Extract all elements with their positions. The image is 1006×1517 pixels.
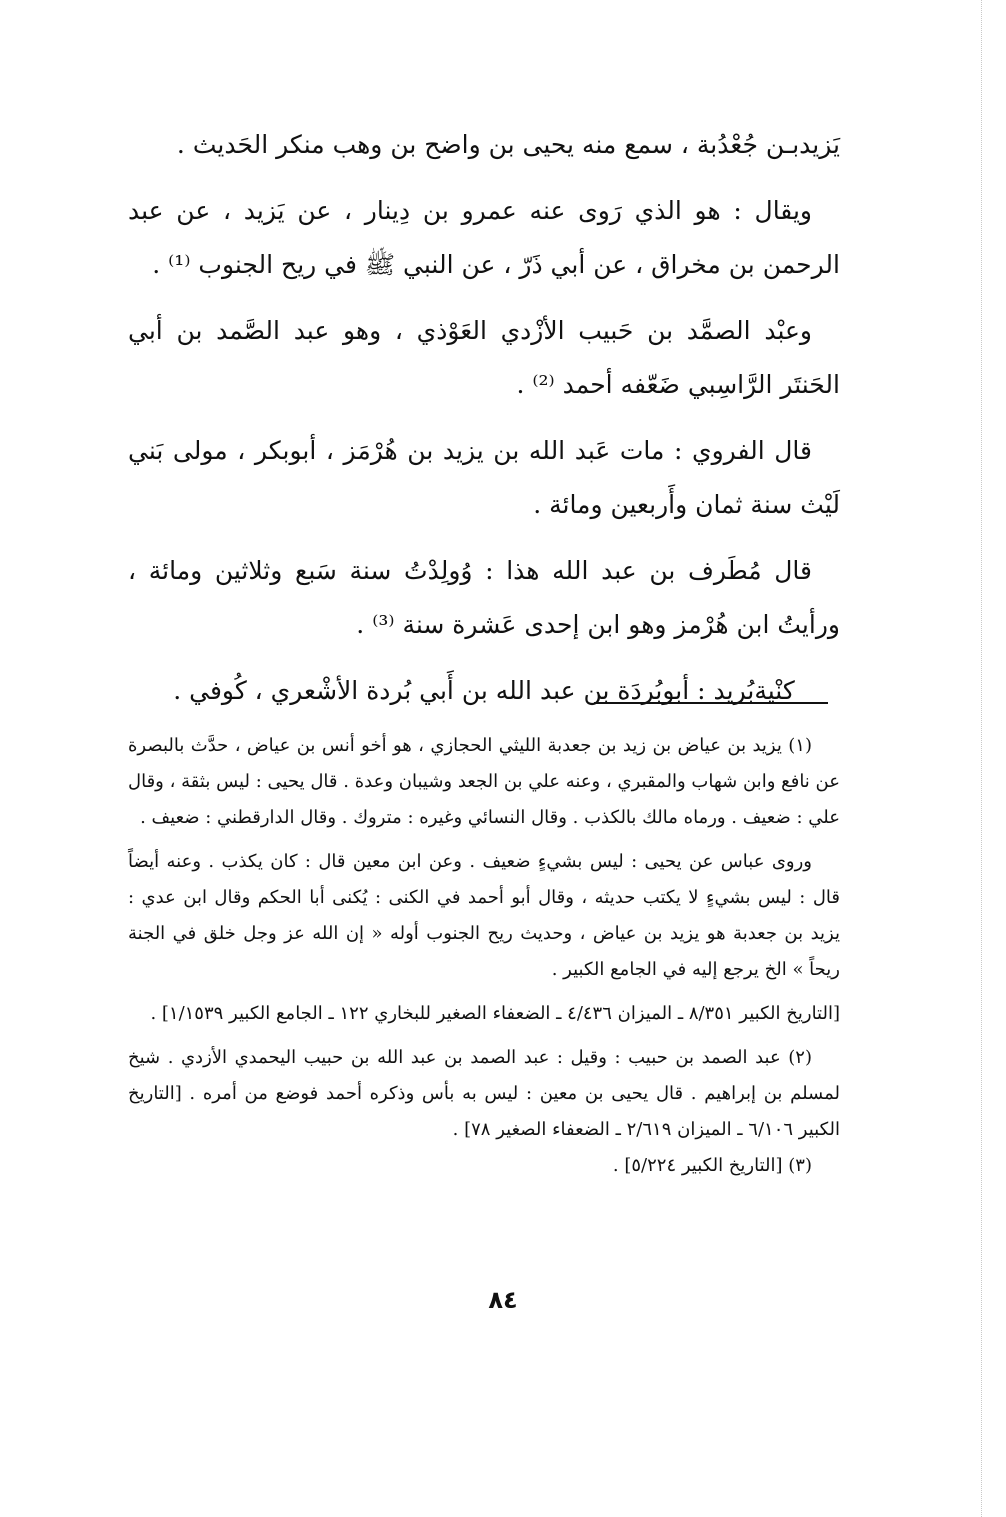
paragraph-qal-mutarrif: قال مُطَرف بن عبد الله هذا : وُولِدْتُ سنة سَبع وثلاثين ومائة ، ورأيتُ ابن هُرْمز وهو ابن إحدى عَشرة سنة ⁽³⁾ . [128,556,840,639]
paragraph-qal-al-farwi: قال الفروي : مات عَبد الله بن يزيد بن هُرْمَز ، أبوبكر ، مولى بَني لَيْث سنة ثمان وأَربعين ومائة . [128,436,840,519]
paragraph-wa-yuqal: ويقال : هو الذي رَوى عنه عمرو بن دِينار ، عن يَزيد ، عن عبد الرحمن بن مخراق ، عن أبي ذَرّ ، عن النبي ﷺ في ريح الجنوب ⁽¹⁾ . [128,196,840,279]
page-number: ٨٤ [488,1286,518,1314]
footnote-1-part-a: (١) يزيد بن عياض بن زيد بن جعدبة الليثي الحجازي ، هو أخو أنس بن عياض ، حدَّث بالبصرة عن نافع وابن شهاب والمقبري ، وعنه علي بن الجعد وشيبان وعدة . قال يحيى : ليس بثقة ، وقال علي : ضعيف . ورماه مالك بالكذب . وقال النسائي وغيره : متروك . وقال الدارقطني : ضعيف . [128,735,840,828]
footnote-2: (٢) عبد الصمد بن حبيب : وقيل : عبد الصمد بن عبد الله بن حبيب اليحمدي الأزدي . شيخ لمسلم بن إبراهيم . قال يحيى بن معين : ليس به بأس وذكره أحمد فوضع من أمره . [التاريخ الكبير ٦/١٠٦ ـ الميزان ٢/٦١٩ ـ الضعفاء الصغير ٧٨] . [128,1047,840,1140]
paragraph-yazid-ibn-jadaba: يَزيدبـن جُعْدُبة ، سمع منه يحيى بن واضح بن وهب منكر الحَديث . [176,130,840,159]
footnote-3: (٣) [التاريخ الكبير ٥/٢٢٤] . [612,1155,812,1176]
main-text [128,118,840,730]
paragraph-abd-al-samad: وعبْد الصمَّد بن حَبيب الأزْدي العَوْذي ، وهو عبد الصَّمد بن أبي الحَنتَر الرَّاسِبي ضَعّفه أحمد ⁽²⁾ . [128,316,840,399]
footnote-separator [594,702,828,704]
footnote-1-part-b: وروى عباس عن يحيى : ليس بشيءٍ ضعيف . وعن ابن معين قال : كان يكذب . وعنه أيضاً قال : ليس بشيءٍ لا يكتب حديثه ، وقال أبو أحمد في الكنى : يُكنى أبا الحكم وقال ابن عدي : يزيد بن جعدبة هو يزيد بن عياض ، وحديث ريح الجنوب أوله « إن الله عز وجل خلق في الجنة ريحاً » الخ يرجع إليه في الجامع الكبير . [128,851,840,980]
paragraph-kunyat-burayd: كنْيةبُريد : أبوبُردَة بن عبد الله بن أَبي بُردة الأشْعري ، كُوفي . [173,676,795,705]
footnote-1-references: [التاريخ الكبير ٨/٣٥١ ـ الميزان ٤/٤٣٦ ـ الضعفاء الصغير للبخاري ١٢٢ ـ الجامع الكبير ١/١٥٣٩] . [150,1003,840,1024]
footnotes [128,728,840,1192]
